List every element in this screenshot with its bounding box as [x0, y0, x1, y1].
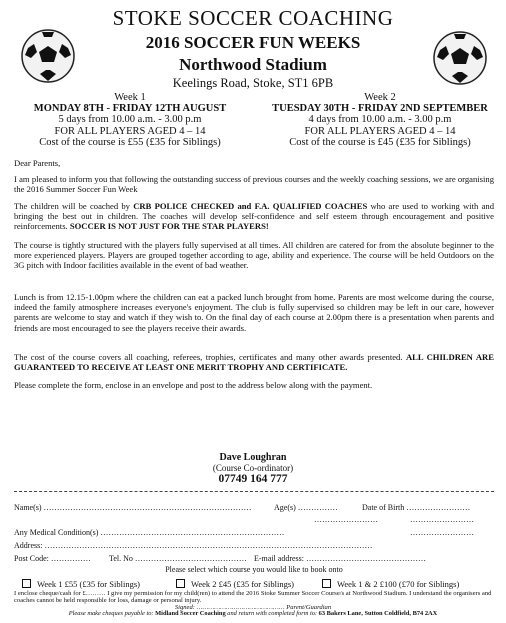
checkbox-week-1[interactable]	[22, 579, 31, 588]
postcode-field[interactable]: Post Code: ……………	[14, 554, 91, 563]
paragraph-coaches	[14, 201, 494, 232]
option-week-2[interactable]	[176, 579, 294, 589]
tel-field[interactable]: Tel. No ……………………………………	[109, 554, 247, 563]
age-extra-field[interactable]: ……………………	[314, 515, 378, 524]
week-days: 5 days from 10.00 a.m. - 3.00 p.m	[58, 114, 202, 126]
week-2-info	[260, 92, 500, 148]
signature-field[interactable]: Signed: ……………………………………… Parent/Guardian	[174, 604, 332, 611]
age-field[interactable]: Age(s) ……………	[274, 503, 338, 512]
text: and return with completed form to:	[225, 610, 318, 617]
paragraph-instructions: Please complete the form, enclose in an envelope and post to the address below along with the payment.	[14, 380, 373, 390]
paragraph-cost	[14, 352, 494, 372]
option-week-1-and-2[interactable]	[322, 579, 459, 589]
option-label: Week 1 & 2 £100 (£70 for Siblings)	[337, 579, 460, 589]
text: Please make cheques payable to:	[68, 610, 156, 617]
select-note: Please select which course you would like to book onto	[165, 565, 343, 574]
cut-line	[14, 491, 494, 492]
name-field[interactable]: Name(s) ……………………………………………………………………	[14, 503, 252, 512]
payment-instructions	[0, 611, 506, 617]
form-row-name	[14, 503, 494, 512]
week-label: Week 2	[364, 92, 396, 103]
week-cost: Cost of the course is £45 (£35 for Siblings)	[289, 136, 471, 148]
dob-field[interactable]: Date of Birth ……………………	[362, 503, 471, 512]
week-ages: FOR ALL PLAYERS AGED 4 – 14	[54, 125, 206, 137]
text: The cost of the course covers all coaching, referees, trophies, certificates and many other awards presented.	[14, 352, 406, 362]
return-address: 63 Bakers Lane, Sutton Coldfield, B74 2AX	[318, 610, 438, 617]
address-field[interactable]: Address: ……………………………………………………………………………………………………………	[14, 541, 373, 550]
coordinator-phone: 07749 164 777	[218, 473, 288, 485]
medical-extra-field[interactable]: ……………………	[410, 528, 474, 537]
medical-field[interactable]: Any Medical Condition(s) ……………………………………………………………	[14, 528, 285, 537]
greeting: Dear Parents,	[14, 158, 61, 168]
consent-text: I enclose cheque/cash for £……… I give my permission for my child(ren) to attend the 2016 Stoke Summer Soccer Course/s at Northwood Stadium. I understand the organisers and coaches cannot be held responsible for loss, damage or personal injury.	[14, 590, 492, 605]
option-label: Week 2 £45 (£35 for Siblings)	[191, 579, 294, 589]
text: who are used to working with and bringing the best out in children. The coaches will develop self-confidence and self esteem through encouragement and positive reinforcements.	[14, 201, 494, 232]
text-bold: CRB POLICE CHECKED and F.A. QUALIFIED COACHES	[133, 201, 368, 211]
week-1-info	[10, 92, 250, 148]
text-bold: SOCCER IS NOT JUST FOR THE STAR PLAYERS!	[69, 221, 269, 232]
checkbox-week-2[interactable]	[176, 579, 185, 588]
paragraph-structure: The course is tightly structured with the players fully supervised at all times. All children are catered for from the absolute beginner to the more experienced players. Players are grouped together according to age, ability and experience. The course will be held Outdoors on the 3G pitch with Indoor facilities available in the event of bad weather.	[14, 240, 494, 271]
option-label: Week 1 £55 (£35 for Siblings)	[37, 579, 140, 589]
form-row-contact	[14, 554, 494, 563]
paragraph-intro: I am pleased to inform you that following the outstanding success of previous courses and the weekly coaching sessions, we are organising the 2016 Summer Soccer Fun Week	[14, 174, 494, 195]
text-bold: ALL CHILDREN ARE GUARANTEED TO RECEIVE AT LEAST ONE MERIT TROPHY AND CERTIFICATE.	[14, 352, 494, 373]
coordinator-block	[0, 452, 506, 485]
venue-name: Northwood Stadium	[179, 55, 327, 74]
paragraph-lunch: Lunch is from 12.15-1.00pm where the children can eat a packed lunch brought from home. Parents are most welcome during the course, indeed the family atmosphere increases everyone's enjoyment. The club is fully supervised so children may be left in our care, however parents are welcome to stay and watch if they wish to. On the final day of each course at 2.00pm there is a presentation when parents and friends are most encouraged to see the players receive their awards.	[14, 292, 494, 333]
email-field[interactable]: E-mail address: ………………………………………	[254, 554, 426, 563]
text-bold: Midland Soccer Coaching	[155, 610, 226, 617]
week-days: 4 days from 10.00 a.m. - 3.00 p.m	[308, 114, 452, 126]
week-dates: MONDAY 8TH - FRIDAY 12TH AUGUST	[33, 103, 227, 115]
week-label: Week 1	[114, 92, 146, 103]
page-title: STOKE SOCCER COACHING	[112, 6, 394, 30]
checkbox-week-1-and-2[interactable]	[322, 579, 331, 588]
week-dates: TUESDAY 30TH - FRIDAY 2ND SEPTEMBER	[272, 103, 488, 115]
coordinator-name: Dave Loughran	[219, 452, 287, 463]
event-subtitle: 2016 SOCCER FUN WEEKS	[145, 33, 361, 52]
week-ages: FOR ALL PLAYERS AGED 4 – 14	[304, 125, 456, 137]
form-row-medical	[14, 528, 494, 537]
dob-extra-field[interactable]: ……………………	[410, 515, 474, 524]
week-cost: Cost of the course is £55 (£35 for Siblings)	[39, 136, 221, 148]
option-week-1[interactable]	[22, 579, 140, 589]
text: The children will be coached by	[14, 201, 134, 211]
venue-address: Keelings Road, Stoke, ST1 6PB	[172, 76, 334, 90]
coordinator-role: (Course Co-ordinator)	[212, 463, 294, 473]
